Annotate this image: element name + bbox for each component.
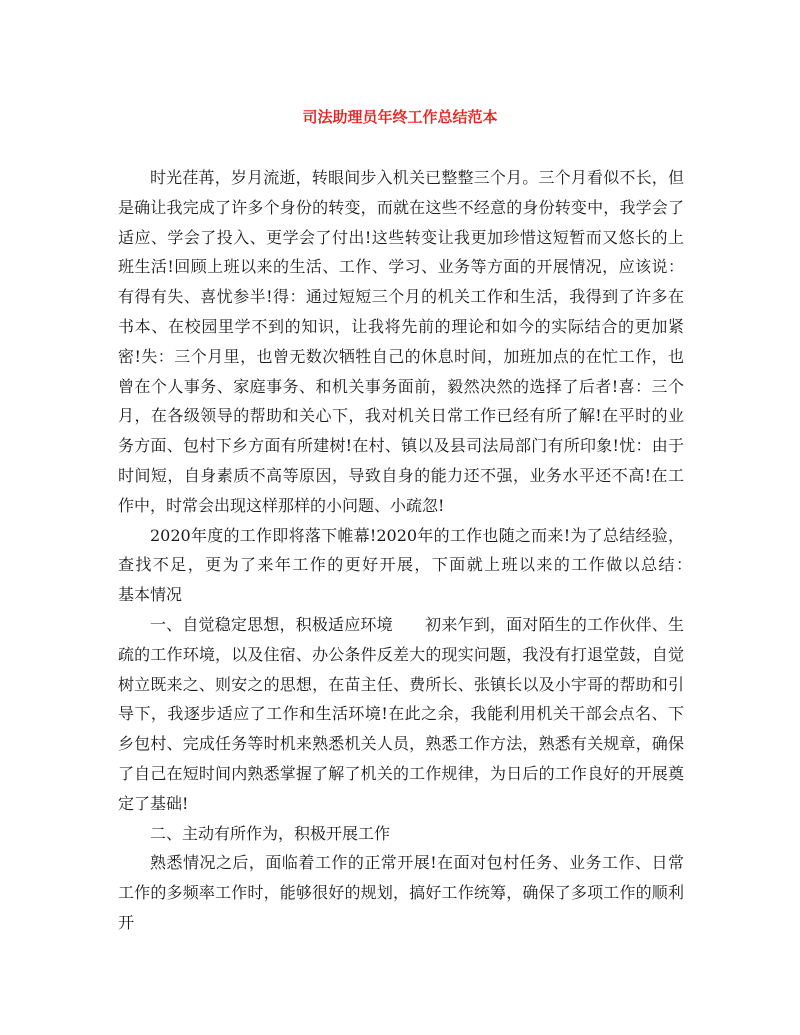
paragraph-intro: 时光荏苒，岁月流逝，转眼间步入机关已整整三个月。三个月看似不长，但是确让我完成了许多个身份的转变，而就在这些不经意的身份转变中，我学会了适应、学会了投入、更学会了付出!这些转变让我更加珍惜这短暂而又悠长的上班生活!回顾上班以来的生活、工作、学习、业务等方面的开展情况，应该说：有得有失、喜忧参半!得：通过短短三个月的机关工作和生活，我得到了许多在书本、在校园里学不到的知识，让我将先前的理论和如今的实际结合的更加紧密!失：三个月里，也曾无数次牺牲自己的休息时间，加班加点的在忙工作，也曾在个人事务、家庭事务、和机关事务面前，毅然决然的选择了后者!喜：三个月，在各级领导的帮助和关心下，我对机关日常工作已经有所了解!在平时的业务方面、包村下乡方面有所建树!在村、镇以及县司法局部门有所印象!忧：由于时间短，自身素质不高等原因，导致自身的能力还不强，业务水平还不高!在工作中，时常会出现这样那样的小问题、小疏忽! <box>118 168 684 515</box>
paragraph-section-two-heading: 二、主动有所作为，积极开展工作 <box>150 823 391 843</box>
paragraph-section-two-body: 熟悉情况之后，面临着工作的正常开展!在面对包村任务、业务工作、日常工作的多频率工作时，能够很好的规划，搞好工作统筹，确保了多项工作的顺利开 <box>118 853 684 932</box>
document-body <box>118 163 717 938</box>
document-title: 司法助理员年终工作总结范本 <box>302 108 498 126</box>
paragraph-year-summary: 2020年度的工作即将落下帷幕!2020年的工作也随之而来!为了总结经验，查找不足，更为了来年工作的更好开展，下面就上班以来的工作做以总结： 基本情况 <box>118 525 717 605</box>
paragraph-section-one: 一、自觉稳定思想，积极适应环境 初来乍到，面对陌生的工作伙伴、生疏的工作环境，以及住宿、办公条件反差大的现实问题，我没有打退堂鼓，自觉树立既来之、则安之的思想，在苗主任、费所长、张镇长以及小宇哥的帮助和引导下，我逐步适应了工作和生活环境!在此之余，我能利用机关干部会点名、下乡包村、完成任务等时机来熟悉机关人员，熟悉工作方法，熟悉有关规章，确保了自己在短时间内熟悉掌握了解了机关的工作规律，为日后的工作良好的开展奠定了基础! <box>118 614 684 813</box>
